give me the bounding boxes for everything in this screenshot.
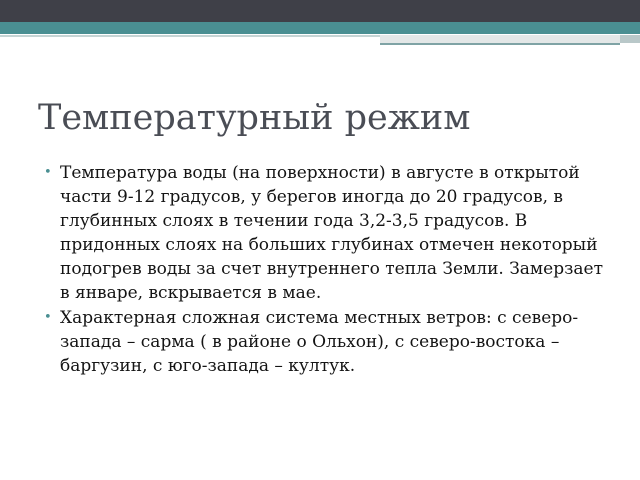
- bullet-list: [44, 161, 604, 379]
- header-teal-band: [0, 22, 640, 34]
- header-accent-tail: [620, 35, 640, 43]
- slide-title: Температурный режим: [38, 98, 471, 138]
- header-dark-band: [0, 0, 640, 22]
- header-accent-bar: [380, 35, 620, 45]
- bullet-item-winds: [44, 306, 604, 378]
- bullet-text-temperature: Температура воды (на поверхности) в августе в открытой части 9-12 градусов, у берегов иногда до 20 градусов, в глубинных слоях в течении года 3,2-3,5 градусов. В придонных слоях на больших глубинах отмечен некоторый подогрев воды за счет внутреннего тепла Земли. Замерзает в январе, вскрывается в мае.: [60, 163, 603, 303]
- bullet-text-winds: Характерная сложная система местных ветров: с северо-запада – сарма ( в районе о Ольхон), с северо-востока – баргузин, с юго-запада – култук.: [60, 308, 579, 376]
- bullet-marker-icon: •: [44, 310, 52, 325]
- bullet-marker-icon: •: [44, 165, 52, 180]
- bullet-item-temperature: [44, 161, 604, 305]
- header-accent-line: [0, 35, 380, 37]
